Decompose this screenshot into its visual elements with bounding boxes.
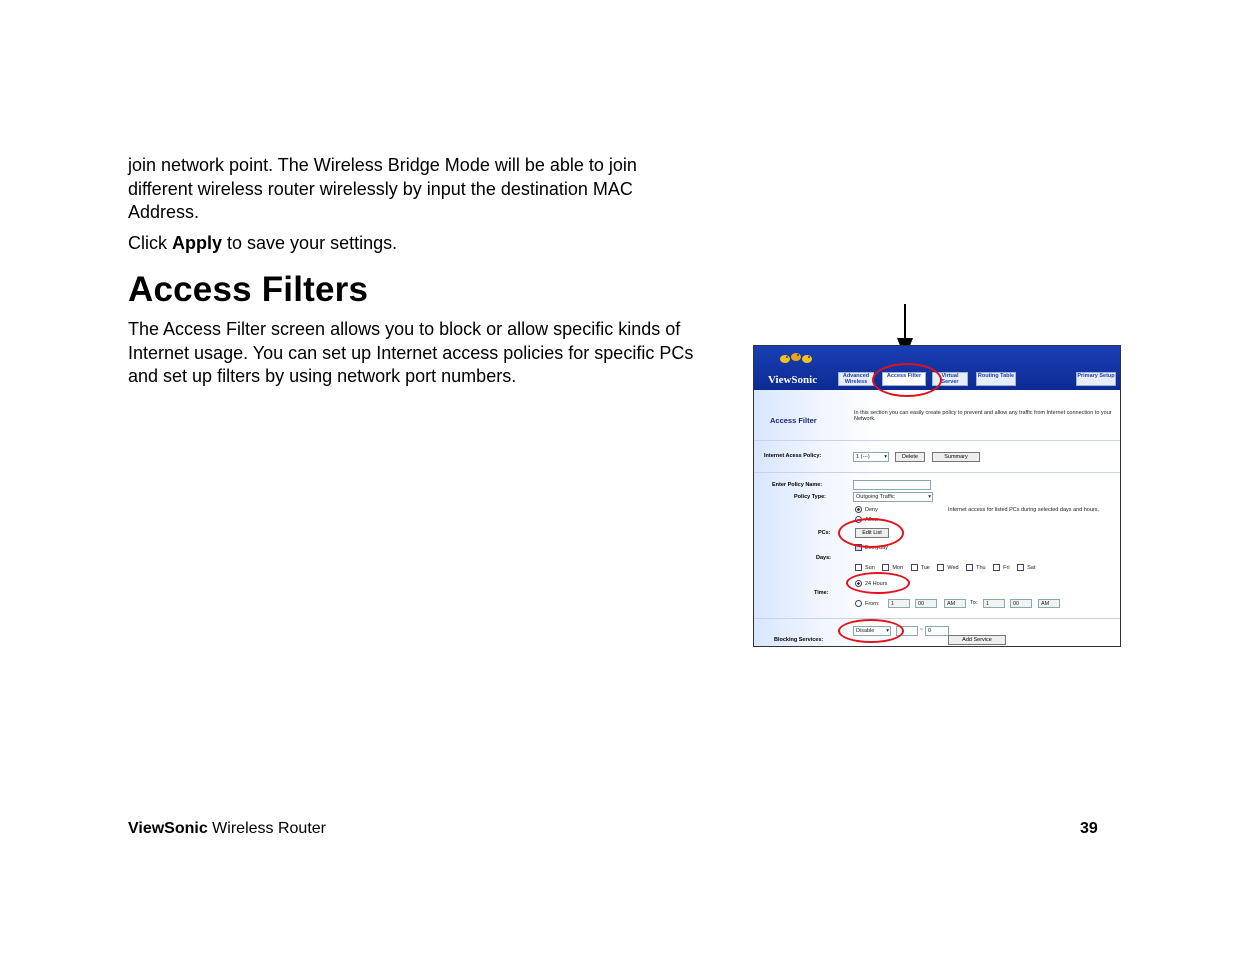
from-min-select[interactable]: 00 <box>915 599 937 608</box>
hours24-label: 24 Hours <box>865 580 888 587</box>
router-logo: ViewSonic <box>768 374 818 386</box>
add-service-button[interactable]: Add Service <box>948 635 1006 645</box>
policy-type-select[interactable] <box>853 492 933 502</box>
blocking-label: Blocking Services: <box>774 637 824 643</box>
delete-button[interactable]: Delete <box>895 452 925 462</box>
time-label: Time: <box>814 590 829 596</box>
policy-type-value: Outgoing Traffic <box>856 494 895 500</box>
day-checkbox[interactable] <box>911 564 918 571</box>
footer-brand: ViewSonic <box>128 820 208 837</box>
tab-primary-setup[interactable]: Primary Setup <box>1076 372 1116 386</box>
day-label: Thu <box>976 564 986 571</box>
policy-type-label: Policy Type: <box>794 494 826 500</box>
deny-option[interactable] <box>855 506 878 513</box>
day-label: Sun <box>865 564 875 571</box>
day-option[interactable] <box>966 565 985 571</box>
policy-label: Internet Acess Policy: <box>764 453 822 459</box>
tab-routing-table[interactable]: Routing Table <box>976 372 1016 386</box>
to-label: To: <box>970 600 978 606</box>
apply-text-pre: Click <box>128 233 172 253</box>
policy-select[interactable] <box>853 452 889 462</box>
day-checkbox-row <box>855 564 1035 571</box>
edit-list-button[interactable]: Edit List <box>855 528 889 538</box>
intro-paragraph: join network point. The Wireless Bridge Mode will be able to join different wireless router wirelessly by input the destination MAC Address. <box>128 155 637 222</box>
day-option[interactable] <box>937 565 958 571</box>
from-radio[interactable] <box>855 600 862 607</box>
from-ampm-select[interactable]: AM <box>944 599 966 608</box>
section-heading: Access Filters <box>128 270 369 309</box>
day-checkbox[interactable] <box>855 564 862 571</box>
to-ampm-select[interactable]: AM <box>1038 599 1060 608</box>
to-hour-select[interactable]: 1 <box>983 599 1005 608</box>
everyday-label: Everyday <box>865 544 888 551</box>
highlight-access-filter-tab <box>872 363 942 397</box>
blocking-value: Disable <box>856 628 875 634</box>
deny-radio[interactable] <box>855 506 862 513</box>
tab-access-filter[interactable]: Access Filter <box>882 372 926 386</box>
chevron-down-icon: ▾ <box>884 454 887 460</box>
day-label: Fri <box>1003 564 1010 571</box>
day-label: Sat <box>1027 564 1036 571</box>
deny-note: Internet access for listed PCs during selected days and hours. <box>948 507 1100 513</box>
router-content-area <box>754 390 1120 646</box>
from-option[interactable] <box>855 600 879 607</box>
day-checkbox[interactable] <box>882 564 889 571</box>
access-filter-description: The Access Filter screen allows you to block or allow specific kinds of Internet usage. You can set up Internet access policies for specific PCs and set up filters by using network port numbers. <box>128 319 694 386</box>
access-filter-title: Access Filter <box>770 416 817 425</box>
router-screenshot-figure <box>753 345 1121 647</box>
day-checkbox[interactable] <box>937 564 944 571</box>
day-option[interactable] <box>993 565 1009 571</box>
port-separator: ~ <box>920 627 924 633</box>
summary-button[interactable]: Summary <box>932 452 980 462</box>
policy-value: 1 (---) <box>856 454 870 460</box>
day-checkbox[interactable] <box>1017 564 1024 571</box>
footer-product-name: Wireless Router <box>207 820 326 837</box>
day-checkbox[interactable] <box>993 564 1000 571</box>
footer-product <box>128 820 326 838</box>
apply-text-post: to save your settings. <box>222 233 398 253</box>
day-label: Mon <box>892 564 904 571</box>
tab-advanced-wireless[interactable]: Advanced Wireless <box>838 372 874 386</box>
from-label: From: <box>865 600 880 607</box>
days-label: Days: <box>816 555 831 561</box>
day-checkbox[interactable] <box>966 564 973 571</box>
day-option[interactable] <box>1017 565 1035 571</box>
pcs-label: PCs: <box>818 530 831 536</box>
highlight-edit-list <box>838 518 904 548</box>
page-number: 39 <box>1080 820 1098 837</box>
chevron-down-icon: ▾ <box>928 494 931 500</box>
viewsonic-birds-icon <box>778 350 814 366</box>
day-option[interactable] <box>911 565 930 571</box>
apply-keyword: Apply <box>172 233 223 253</box>
highlight-24-hours <box>846 572 910 594</box>
day-option[interactable] <box>855 565 875 571</box>
day-label: Tue <box>920 564 930 571</box>
day-label: Wed <box>947 564 959 571</box>
deny-label: Deny <box>865 506 878 513</box>
to-min-select[interactable]: 00 <box>1010 599 1032 608</box>
policy-name-input[interactable] <box>853 480 931 490</box>
port-end-input[interactable]: 0 <box>925 626 949 636</box>
allow-label: Allow <box>865 516 879 523</box>
tab-virtual-server[interactable]: Virtual Server <box>932 372 968 386</box>
from-hour-select[interactable]: 1 <box>888 599 910 608</box>
highlight-blocking-services <box>838 619 904 643</box>
policy-name-label: Enter Policy Name: <box>772 482 823 488</box>
chevron-down-icon: ▾ <box>886 628 889 634</box>
access-filter-intro: In this section you can easily create policy to prevent and allow any traffic from Internet connection to your Network. <box>854 410 1112 422</box>
apply-instruction <box>128 232 397 256</box>
day-option[interactable] <box>882 565 903 571</box>
